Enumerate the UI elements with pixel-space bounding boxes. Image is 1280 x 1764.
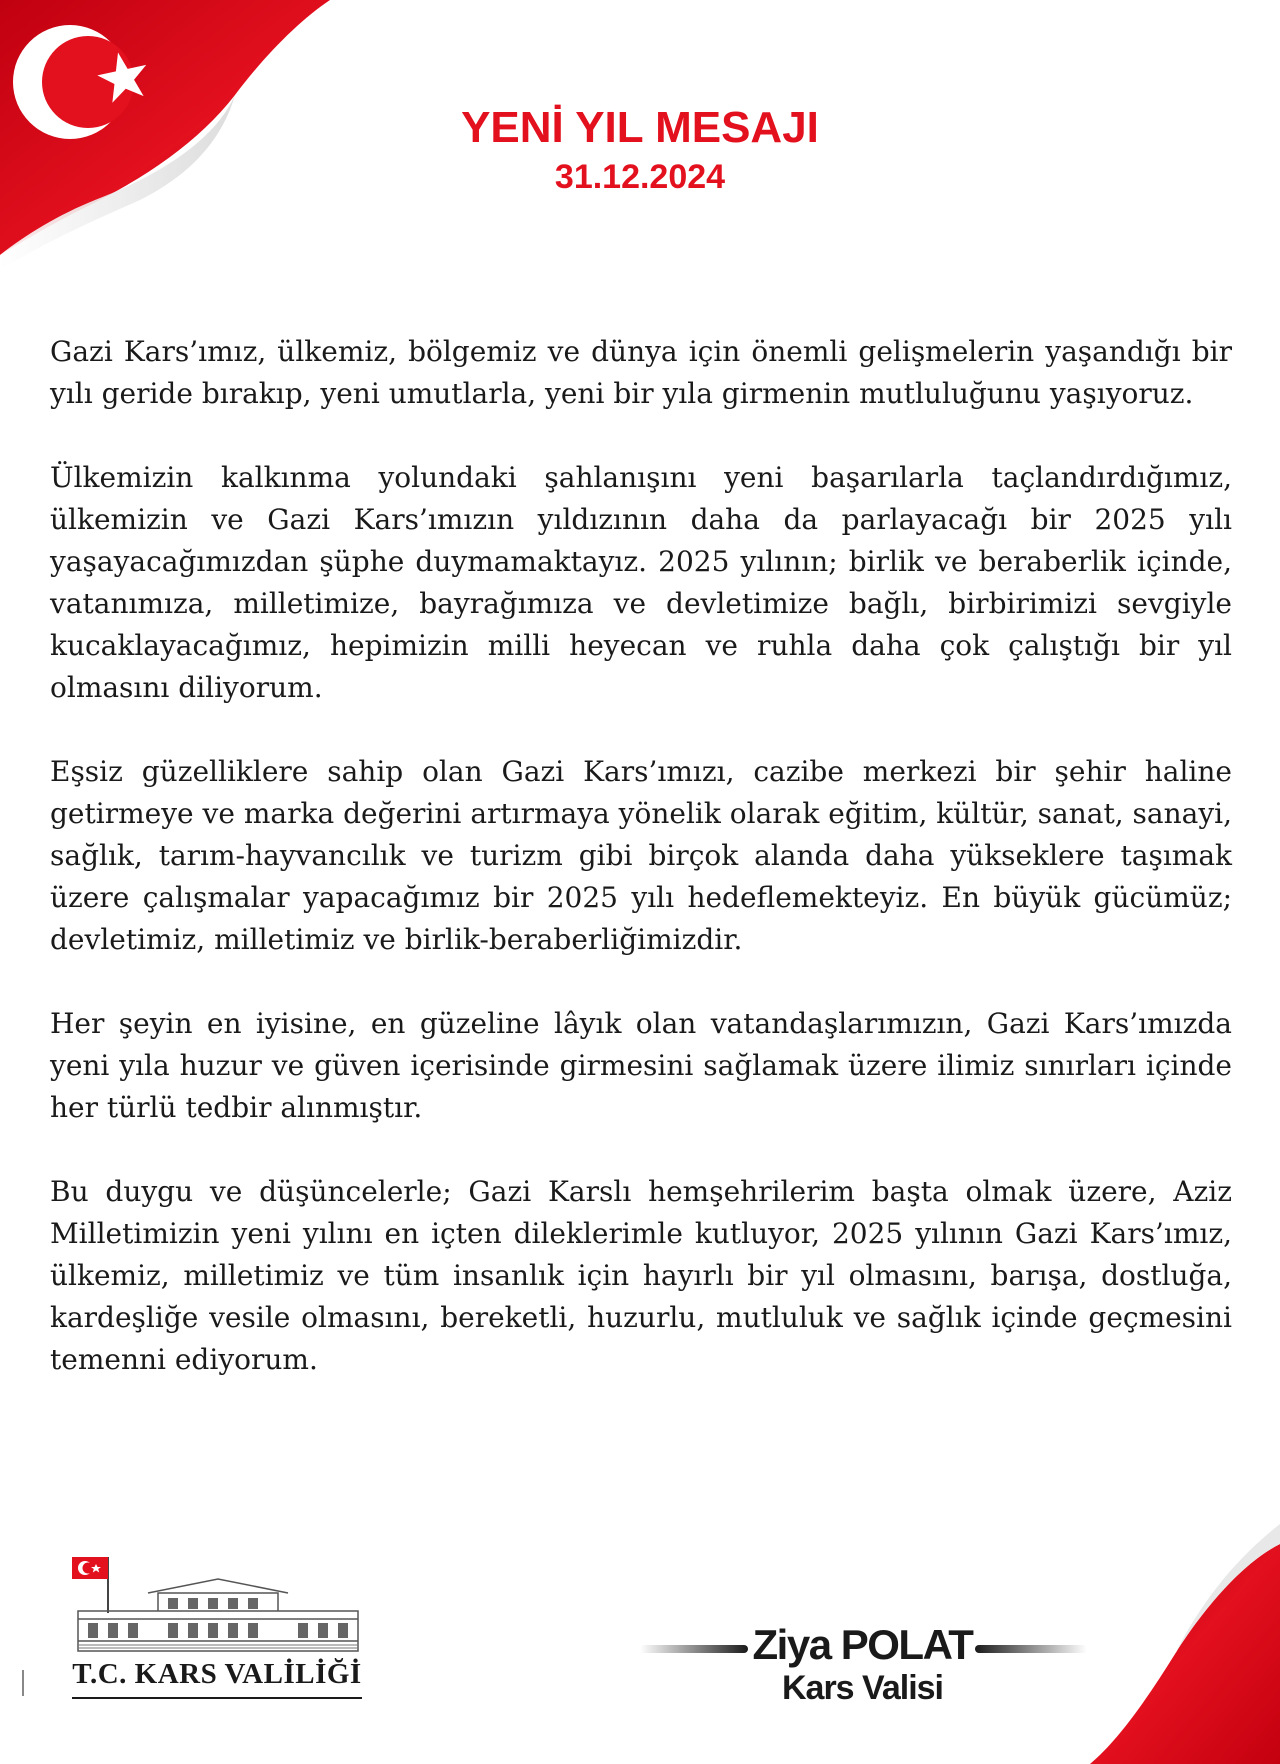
message-body (50, 331, 1232, 1423)
paragraph-4: Her şeyin en iyisine, en güzeline lâyık olan vatandaşlarımızın, Gazi Kars’ımızda yeni yıla huzur ve güven içerisinde girmesini sağlamak üzere ilimiz sınırları içinde her türlü tedbir alınmıştır. (50, 1007, 1232, 1124)
paragraph-2: Ülkemizin kalkınma yolundaki şahlanışını yeni başarılarla taçlandırdığımız, ülkemizin ve Gazi Kars’ımızın yıldızının daha da parlayacağı bir 2025 yılı yaşayacağımızdan şüphe duymamaktayız. 2025 yılının; birlik ve beraberlik içinde, vatanımıza, milletimize, bayrağımıza ve devletimize bağlı, birbirimizi sevgiyle kucaklayacağımız, hepimizin milli heyecan ve ruhla daha çok çalıştığı bir yıl olmasını diliyorum. (50, 461, 1232, 704)
signatory-title: Kars Valisi (781, 1669, 943, 1707)
institution-name: T.C. KARS VALİLİĞİ (72, 1658, 362, 1690)
institution-underline (72, 1697, 362, 1699)
signatory-name: Ziya POLAT (752, 1621, 973, 1668)
signature-line-left (640, 1645, 748, 1653)
message-date: 31.12.2024 (554, 158, 726, 196)
signature-line-right (975, 1645, 1087, 1653)
edge-mark (22, 1670, 24, 1696)
flag-wave-decoration (1000, 1524, 1280, 1764)
paragraph-3: Eşsiz güzelliklere sahip olan Gazi Kars’ımızı, cazibe merkezi bir şehir haline getirmeye ve marka değerini artırmaya yönelik olarak eğitim, kültür, sanat, sanayi, sağlık, tarım-hayvancılık ve turizm gibi birçok alanda daha yükseklere taşımak üzere çalışmalar yapacağımız bir 2025 yılı hedeflemekteyiz. En büyük gücümüz; devletimiz, milletimiz ve birlik-beraberliğimizdir. (50, 755, 1232, 956)
header (0, 102, 1280, 198)
paragraph-5: Bu duygu ve düşüncelerle; Gazi Karslı hemşehrilerim başta olmak üzere, Aziz Milletimizin yeni yılını en içten dileklerimle kutluyor, 2025 yılının Gazi Kars’ımız, ülkemiz, milletimiz ve tüm insanlık için hayırlı bir yıl olmasını, barışa, dostluğa, kardeşliğe vesile olmasını, bereketli, huzurlu, mutluluk ve sağlık içinde geçmesini temenni ediyorum. (50, 1175, 1232, 1376)
paragraph-1: Gazi Kars’ımız, ülkemiz, bölgemiz ve dünya için önemli gelişmelerin yaşandığı bir yılı geride bırakıp, yeni umutlarla, yeni bir yıla girmenin mutluluğunu yaşıyoruz. (50, 335, 1232, 410)
page-title: YENİ YIL MESAJI (461, 103, 819, 152)
